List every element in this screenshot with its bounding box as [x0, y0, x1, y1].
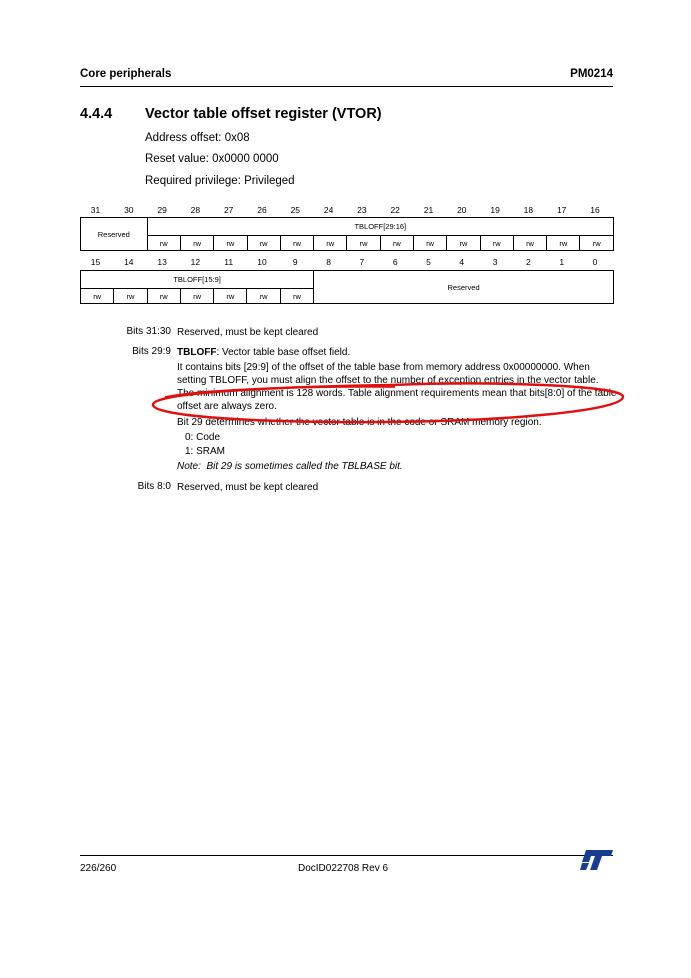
bit-number: 15 [90, 257, 101, 267]
access-rw: rw [214, 289, 247, 304]
access-rw: rw [180, 236, 213, 251]
bit-number: 19 [490, 205, 500, 215]
bits-31-30-text: Reserved, must be kept cleared [177, 327, 319, 338]
upper-access-row [81, 236, 614, 251]
register-lower-table [80, 270, 614, 304]
access-rw: rw [314, 236, 347, 251]
bit-number: 31 [90, 205, 101, 215]
bit-number: 0 [592, 257, 598, 267]
bit-number: 27 [223, 205, 234, 215]
bit-number: 3 [492, 257, 498, 267]
bits-29-9-paragraph: It contains bits [29:9] of the offset of the table base from memory address 0x00000000. When setting TBLOFF, you must align the offset to the number of exception entries in the vector table. The minimum alignment is 128 words. Table alignment requirements mean that bits[8:0] of the table offset are always zero. [177, 362, 617, 412]
access-rw: rw [480, 236, 513, 251]
bit-number: 20 [457, 205, 467, 215]
bit-number: 7 [359, 257, 365, 267]
bit-number: 22 [390, 205, 400, 215]
bits-29-9-heading [177, 346, 617, 359]
page-number: 226/260 [80, 863, 117, 874]
bits-8-0-text: Reserved, must be kept cleared [177, 482, 319, 493]
bit-number: 11 [224, 257, 234, 267]
note-text: Bit 29 is sometimes called the TBLBASE bit. [206, 461, 403, 472]
bit-number: 2 [526, 257, 531, 267]
note-label: Note: [177, 461, 201, 472]
access-rw: rw [280, 289, 313, 304]
running-header-section: Core peripherals [80, 68, 172, 80]
field-name-tbloff: TBLOFF [177, 347, 217, 358]
bit-number: 18 [523, 205, 534, 215]
access-rw: rw [280, 236, 313, 251]
document-id: DocID022708 Rev 6 [298, 863, 389, 874]
access-rw: rw [547, 236, 580, 251]
access-rw: rw [180, 289, 213, 304]
bit-number: 17 [556, 205, 567, 215]
bit-number: 4 [459, 257, 465, 267]
bit-number: 16 [590, 205, 600, 215]
bit-number: 26 [257, 205, 267, 215]
access-rw: rw [247, 289, 280, 304]
reserved-lower-cell: Reserved [314, 271, 614, 304]
bits-29-9-label: Bits 29:9 [132, 346, 171, 357]
access-rw: rw [413, 236, 446, 251]
footer-rule [80, 855, 613, 856]
bits-31-30-label: Bits 31:30 [126, 326, 171, 337]
bit-number: 23 [357, 205, 367, 215]
tbloff-lower-field: TBLOFF[15:9] [81, 271, 314, 289]
option-code: 0: Code [185, 432, 221, 443]
access-rw: rw [347, 236, 380, 251]
access-rw: rw [513, 236, 546, 251]
required-privilege: Required privilege: Privileged [145, 175, 295, 187]
bit-number: 8 [326, 257, 331, 267]
tbloff-upper-field: TBLOFF[29:16] [147, 218, 613, 236]
access-rw: rw [447, 236, 480, 251]
bit-number: 25 [290, 205, 301, 215]
red-annotation-ellipse [145, 375, 635, 435]
access-rw: rw [147, 236, 180, 251]
bits-29-9-region: Bit 29 determines whether the vector table is in the code or SRAM memory region. [177, 417, 542, 428]
option-sram: 1: SRAM [185, 446, 226, 457]
bit-number: 24 [323, 205, 334, 215]
address-offset: Address offset: 0x08 [145, 132, 250, 144]
field-title: : Vector table base offset field. [216, 347, 351, 358]
running-header-doc: PM0214 [570, 68, 613, 80]
note [177, 460, 403, 473]
bit-number: 14 [124, 257, 134, 267]
access-rw: rw [247, 236, 280, 251]
st-logo-icon [580, 849, 614, 871]
bit-number: 1 [559, 257, 565, 267]
access-rw: rw [114, 289, 147, 304]
bit-number: 28 [190, 205, 201, 215]
bit-number: 13 [157, 257, 167, 267]
bit-number: 12 [190, 257, 201, 267]
access-rw: rw [380, 236, 413, 251]
bit-number: 6 [392, 257, 398, 267]
reset-value: Reset value: 0x0000 0000 [145, 153, 279, 165]
reserved-upper-cell: Reserved [81, 218, 148, 251]
header-rule [80, 86, 613, 87]
bit-number: 5 [426, 257, 431, 267]
access-rw: rw [580, 236, 614, 251]
bit-number: 30 [124, 205, 134, 215]
bit-number: 29 [157, 205, 167, 215]
section-title: Vector table offset register (VTOR) [145, 106, 382, 122]
section-number: 4.4.4 [80, 106, 113, 122]
bits-8-0-label: Bits 8:0 [137, 481, 171, 492]
register-upper-table [80, 217, 614, 251]
access-rw: rw [147, 289, 180, 304]
bit-number: 10 [257, 257, 267, 267]
bit-number: 21 [423, 205, 434, 215]
access-rw: rw [81, 289, 114, 304]
bit-number: 9 [292, 257, 298, 267]
access-rw: rw [214, 236, 247, 251]
